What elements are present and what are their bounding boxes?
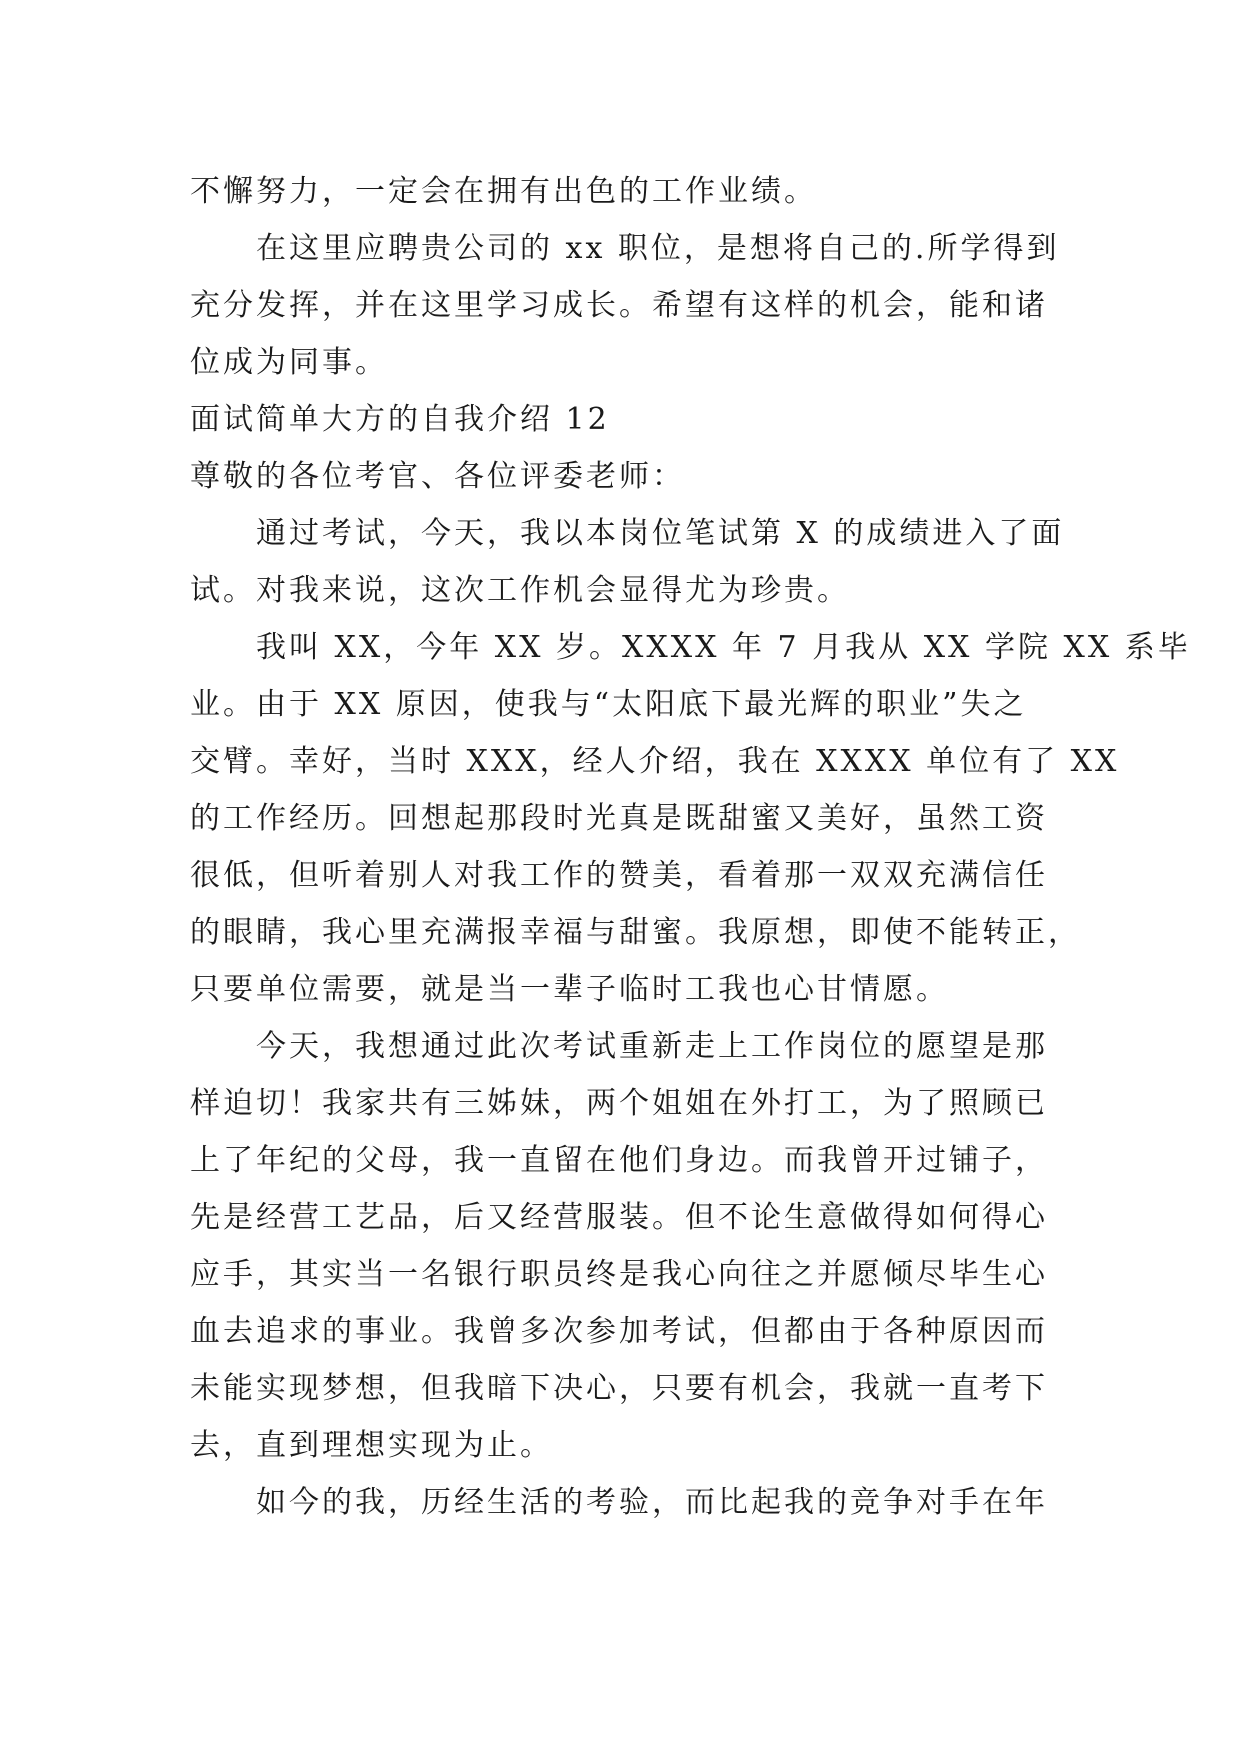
text-line: 交臂。幸好，当时 XXX，经人介绍，我在 XXXX 单位有了 XX — [190, 744, 1120, 779]
text-line: 试。对我来说，这次工作机会显得尤为珍贵。 — [190, 573, 850, 608]
text-line: 如今的我，历经生活的考验，而比起我的竞争对手在年 — [256, 1485, 1048, 1520]
text-line: 未能实现梦想，但我暗下决心，只要有机会，我就一直考下 — [190, 1371, 1048, 1406]
text-line: 充分发挥，并在这里学习成长。希望有这样的机会，能和诸 — [190, 288, 1048, 323]
text-line: 不懈努力，一定会在拥有出色的工作业绩。 — [190, 174, 817, 209]
text-line: 今天，我想通过此次考试重新走上工作岗位的愿望是那 — [256, 1029, 1048, 1064]
text-line: 在这里应聘贵公司的 xx 职位，是想将自己的.所学得到 — [256, 231, 1060, 266]
text-line: 很低，但听着别人对我工作的赞美，看着那一双双充满信任 — [190, 858, 1048, 893]
document-body — [190, 163, 1191, 1531]
text-line: 只要单位需要，就是当一辈子临时工我也心甘情愿。 — [190, 972, 949, 1007]
text-line: 样迫切！我家共有三姊妹，两个姐姐在外打工，为了照顾已 — [190, 1086, 1048, 1121]
text-line: 的眼睛，我心里充满报幸福与甜蜜。我原想，即使不能转正， — [190, 915, 1081, 950]
text-line: 先是经营工艺品，后又经营服装。但不论生意做得如何得心 — [190, 1200, 1048, 1235]
text-line: 面试简单大方的自我介绍 12 — [190, 402, 610, 437]
text-line: 应手，其实当一名银行职员终是我心向往之并愿倾尽毕生心 — [190, 1257, 1048, 1292]
text-line: 位成为同事。 — [190, 345, 388, 380]
text-line: 去，直到理想实现为止。 — [190, 1428, 553, 1463]
text-line: 尊敬的各位考官、各位评委老师： — [190, 459, 685, 494]
text-line: 的工作经历。回想起那段时光真是既甜蜜又美好，虽然工资 — [190, 801, 1048, 836]
text-line: 我叫 XX，今年 XX 岁。XXXX 年 7 月我从 XX 学院 XX 系毕 — [256, 630, 1191, 665]
text-line: 通过考试，今天，我以本岗位笔试第 X 的成绩进入了面 — [256, 516, 1065, 551]
text-line: 上了年纪的父母，我一直留在他们身边。而我曾开过铺子， — [190, 1143, 1048, 1178]
text-line: 业。由于 XX 原因，使我与“太阳底下最光辉的职业”失之 — [190, 687, 1027, 722]
text-line: 血去追求的事业。我曾多次参加考试，但都由于各种原因而 — [190, 1314, 1048, 1349]
